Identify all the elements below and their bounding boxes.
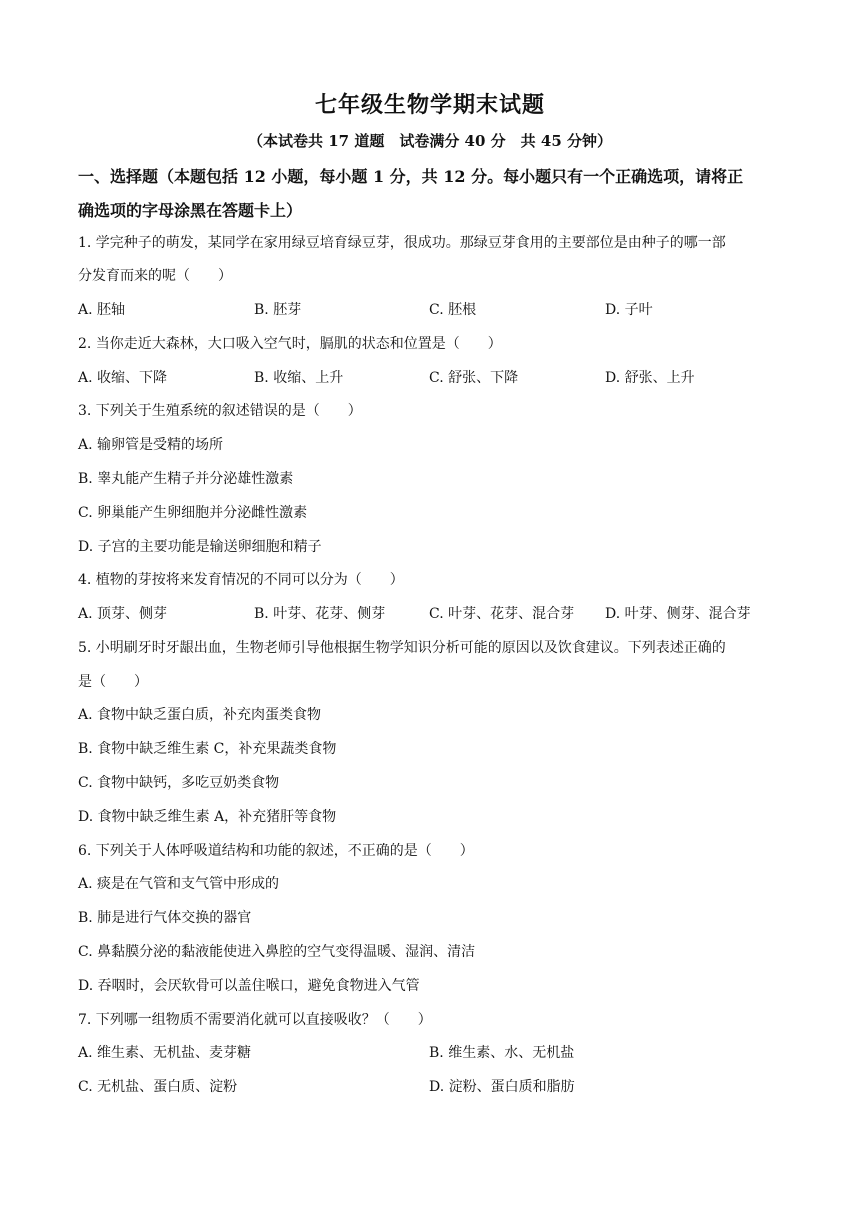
option-d[interactable]: D. 淀粉、蛋白质和脂肪 [429, 1079, 575, 1095]
option-c[interactable]: C. 无机盐、蛋白质、淀粉 [78, 1079, 238, 1095]
option-c[interactable]: C. 胚根 [429, 302, 477, 318]
option-b[interactable]: B. 叶芽、花芽、侧芽 [254, 606, 386, 622]
question-2-stem: 2. 当你走近大森林，大口吸入空气时，膈肌的状态和位置是（ ） [78, 336, 502, 352]
option-d[interactable]: D. 舒张、上升 [605, 370, 695, 386]
option-a[interactable]: A. 顶芽、侧芽 [78, 606, 168, 622]
option-a[interactable]: A. 痰是在气管和支气管中形成的 [78, 876, 280, 892]
question-1-stem-cont: 分发育而来的呢（ ） [78, 268, 232, 284]
question-3-stem: 3. 下列关于生殖系统的叙述错误的是（ ） [78, 403, 362, 419]
option-c[interactable]: C. 舒张、下降 [429, 370, 519, 386]
option-b[interactable]: B. 睾丸能产生精子并分泌雄性激素 [78, 471, 294, 487]
option-c[interactable]: C. 叶芽、花芽、混合芽 [429, 606, 575, 622]
section-heading-line: 一、选择题（本题包括 12 小题，每小题 1 分，共 12 分。每小题只有一个正确选项，请将正 [78, 167, 744, 186]
option-c[interactable]: C. 食物中缺钙，多吃豆奶类食物 [78, 775, 280, 791]
option-a[interactable]: A. 收缩、下降 [78, 370, 168, 386]
option-c[interactable]: C. 鼻黏膜分泌的黏液能使进入鼻腔的空气变得温暖、湿润、清洁 [78, 944, 476, 960]
section-heading-line: 确选项的字母涂黑在答题卡上） [78, 201, 303, 220]
option-d[interactable]: D. 子宫的主要功能是输送卵细胞和精子 [78, 539, 322, 555]
question-1-stem: 1. 学完种子的萌发，某同学在家用绿豆培育绿豆芽，很成功。那绿豆芽食用的主要部位是由种子的哪一部 [78, 235, 726, 251]
page-title: 七年级生物学期末试题 [314, 92, 545, 118]
option-d[interactable]: D. 吞咽时，会厌软骨可以盖住喉口，避免食物进入气管 [78, 978, 420, 994]
question-4-stem: 4. 植物的芽按将来发育情况的不同可以分为（ ） [78, 572, 404, 588]
option-b[interactable]: B. 收缩、上升 [254, 370, 344, 386]
question-5-stem: 5. 小明刷牙时牙龈出血，生物老师引导他根据生物学知识分析可能的原因以及饮食建议。下列表述正确的 [78, 640, 726, 656]
option-d[interactable]: D. 叶芽、侧芽、混合芽 [605, 606, 751, 622]
option-d[interactable]: D. 子叶 [605, 302, 653, 318]
question-5-stem-cont: 是（ ） [78, 674, 148, 690]
option-d[interactable]: D. 食物中缺乏维生素 A，补充猪肝等食物 [78, 809, 337, 825]
section-heading [78, 160, 783, 228]
option-b[interactable]: B. 肺是进行气体交换的器官 [78, 910, 252, 926]
option-a[interactable]: A. 食物中缺乏蛋白质，补充肉蛋类食物 [78, 707, 322, 723]
option-a[interactable]: A. 维生素、无机盐、麦芽糖 [78, 1045, 252, 1061]
option-b[interactable]: B. 胚芽 [254, 302, 302, 318]
question-6-stem: 6. 下列关于人体呼吸道结构和功能的叙述，不正确的是（ ） [78, 843, 474, 859]
question-7-stem: 7. 下列哪一组物质不需要消化就可以直接吸收？（ ） [78, 1012, 432, 1028]
option-a[interactable]: A. 胚轴 [78, 302, 126, 318]
exam-info: （本试卷共 17 道题 试卷满分 40 分 共 45 分钟） [248, 132, 612, 150]
option-c[interactable]: C. 卵巢能产生卵细胞并分泌雌性激素 [78, 505, 308, 521]
option-a[interactable]: A. 输卵管是受精的场所 [78, 437, 224, 453]
option-b[interactable]: B. 维生素、水、无机盐 [429, 1045, 575, 1061]
option-b[interactable]: B. 食物中缺乏维生素 C，补充果蔬类食物 [78, 741, 337, 757]
